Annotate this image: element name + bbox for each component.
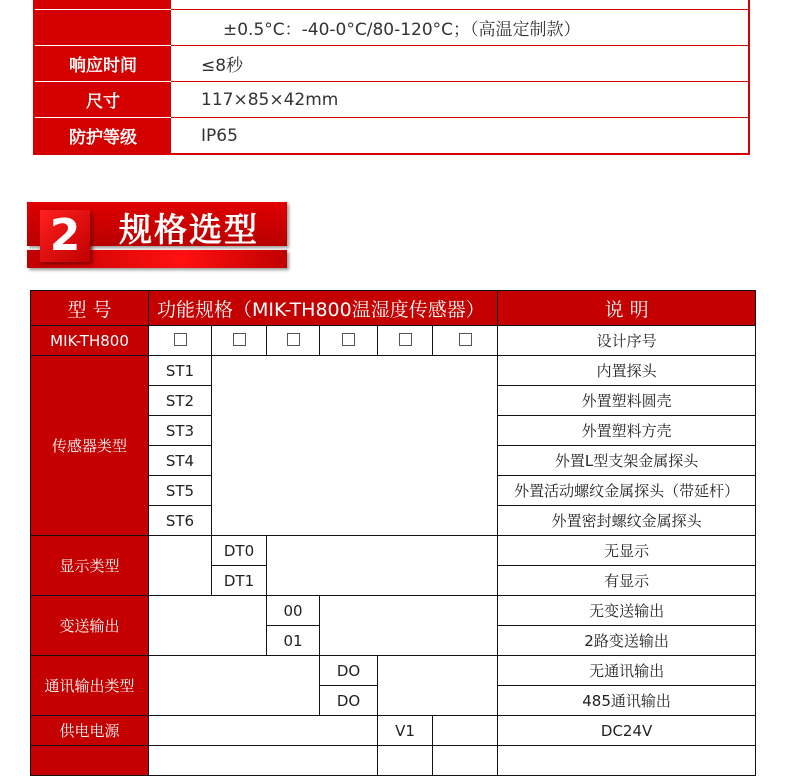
power-code: V1 xyxy=(378,716,433,746)
comm-label: 通讯输出类型 xyxy=(31,656,149,716)
spec-label xyxy=(34,10,171,46)
sensor-desc: 外置密封螺纹金属探头 xyxy=(498,506,756,536)
checkbox-icon xyxy=(399,333,412,346)
header-function: 功能规格（MIK-TH800温湿度传感器） xyxy=(149,291,498,326)
spec-label: 尺寸 xyxy=(34,82,171,118)
comm-desc: 485通讯输出 xyxy=(498,686,756,716)
sensor-desc: 内置探头 xyxy=(498,356,756,386)
sensor-label: 传感器类型 xyxy=(31,356,149,536)
sensor-desc: 外置塑料圆壳 xyxy=(498,386,756,416)
sensor-desc: 外置塑料方壳 xyxy=(498,416,756,446)
output-desc: 无变送输出 xyxy=(498,596,756,626)
output-desc: 2路变送输出 xyxy=(498,626,756,656)
display-desc: 有显示 xyxy=(498,566,756,596)
comm-desc: 无通讯输出 xyxy=(498,656,756,686)
display-code: DT1 xyxy=(212,566,267,596)
checkbox-icon xyxy=(459,333,472,346)
spec-label xyxy=(34,0,171,10)
header-model: 型 号 xyxy=(31,291,149,326)
spec-label: 防护等级 xyxy=(34,118,171,155)
selection-table xyxy=(30,290,756,776)
section-banner xyxy=(27,202,287,270)
power-label: 供电电源 xyxy=(31,716,149,746)
checkbox-icon xyxy=(174,333,187,346)
sensor-code: ST4 xyxy=(149,446,212,476)
sensor-desc: 外置活动螺纹金属探头（带延杆） xyxy=(498,476,756,506)
display-code: DT0 xyxy=(212,536,267,566)
section-title: 规格选型 xyxy=(119,210,259,249)
comm-code: DO xyxy=(320,686,378,716)
spec-value: IP65 xyxy=(171,118,749,155)
power-desc: DC24V xyxy=(498,716,756,746)
sensor-code: ST3 xyxy=(149,416,212,446)
section-number: 2 xyxy=(40,210,90,262)
sensor-code: ST6 xyxy=(149,506,212,536)
spec-table xyxy=(33,0,750,155)
spec-label: 响应时间 xyxy=(34,46,171,82)
comm-code: DO xyxy=(320,656,378,686)
spec-value: ±0.5°C：-40-0°C/80-120°C；（高温定制款） xyxy=(171,10,749,46)
output-code: 00 xyxy=(267,596,320,626)
checkbox-icon xyxy=(233,333,246,346)
sensor-code: ST2 xyxy=(149,386,212,416)
checkbox-icon xyxy=(287,333,300,346)
display-desc: 无显示 xyxy=(498,536,756,566)
checkbox-icon xyxy=(342,333,355,346)
header-desc: 说 明 xyxy=(498,291,756,326)
spec-value: 117×85×42mm xyxy=(171,82,749,118)
output-code: 01 xyxy=(267,626,320,656)
spec-value: ≤8秒 xyxy=(171,46,749,82)
sensor-code: ST5 xyxy=(149,476,212,506)
display-label: 显示类型 xyxy=(31,536,149,596)
model-desc: 设计序号 xyxy=(498,326,756,356)
output-label: 变送输出 xyxy=(31,596,149,656)
model-label: MIK-TH800 xyxy=(31,326,149,356)
sensor-desc: 外置L型支架金属探头 xyxy=(498,446,756,476)
sensor-code: ST1 xyxy=(149,356,212,386)
